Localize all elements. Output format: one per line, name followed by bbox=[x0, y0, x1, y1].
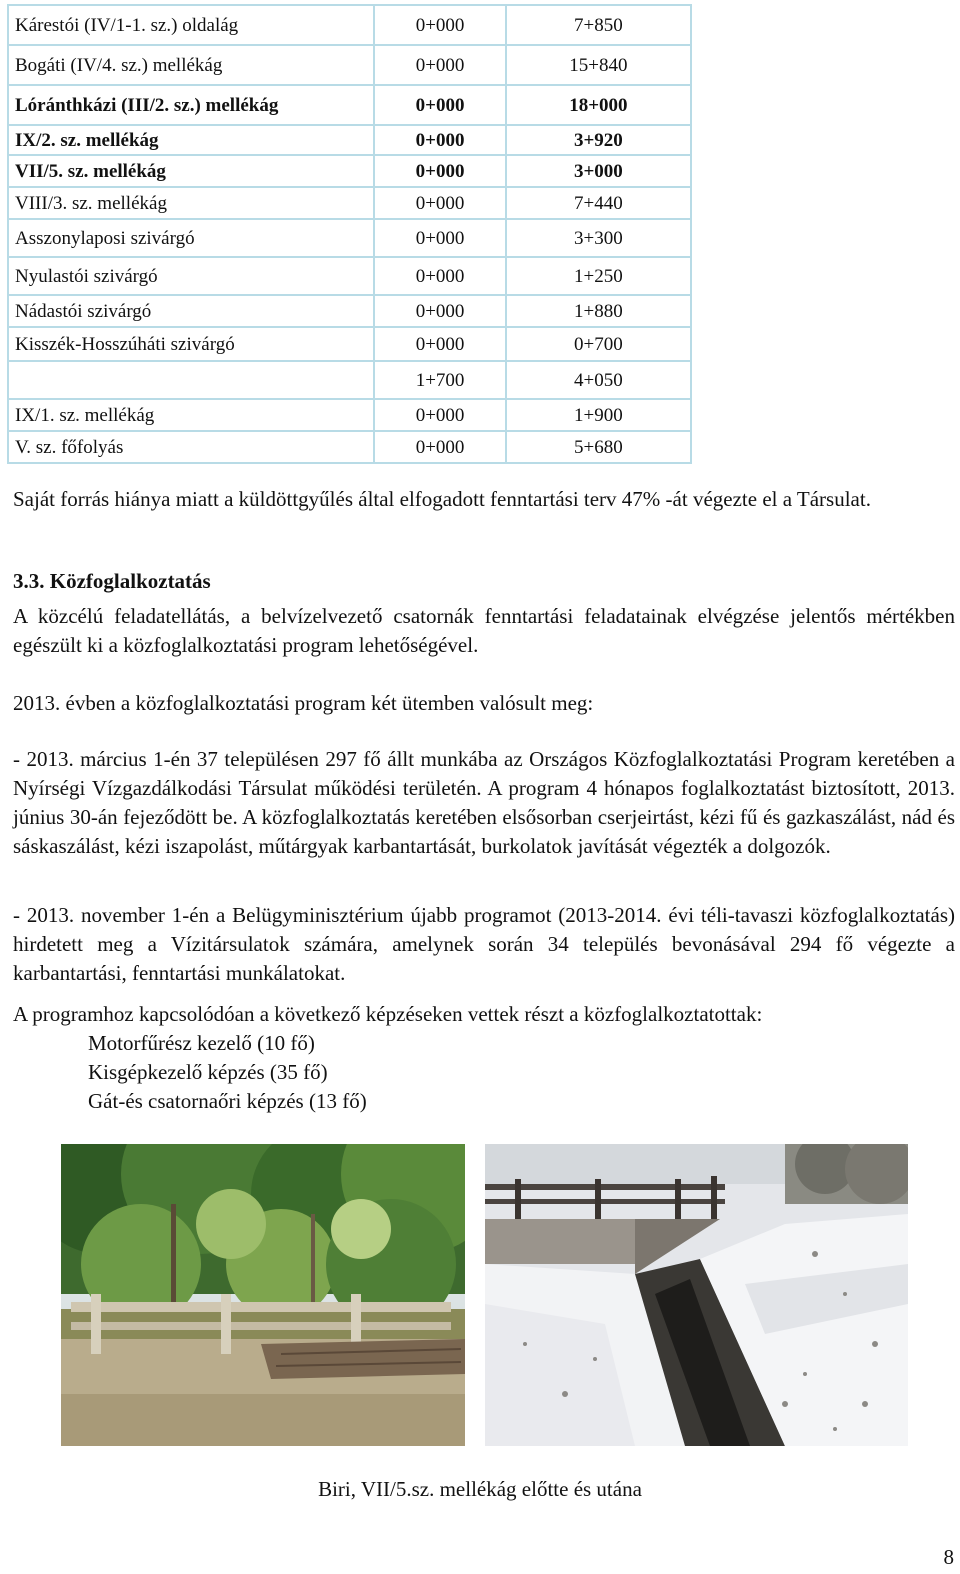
table-cell-name: Nyulastói szivárgó bbox=[8, 257, 374, 295]
table-cell-to: 7+850 bbox=[506, 5, 691, 45]
table-cell-from: 0+000 bbox=[374, 399, 505, 431]
table-cell-name: Bogáti (IV/4. sz.) mellékág bbox=[8, 45, 374, 85]
paragraph-two-phases: 2013. évben a közfoglalkoztatási program két ütemben valósult meg: bbox=[13, 691, 594, 715]
table-row bbox=[8, 399, 691, 431]
photo-before bbox=[61, 1144, 465, 1446]
table-cell-from: 0+000 bbox=[374, 219, 505, 257]
table-cell-name: Kisszék-Hosszúháti szivárgó bbox=[8, 327, 374, 361]
section-heading: 3.3. Közfoglalkoztatás bbox=[13, 569, 211, 593]
table-cell-to: 7+440 bbox=[506, 187, 691, 219]
table-cell-from: 0+000 bbox=[374, 295, 505, 327]
table-row bbox=[8, 5, 691, 45]
table-cell-name: VII/5. sz. mellékág bbox=[8, 155, 374, 187]
paragraph-own-resources: Saját forrás hiánya miatt a küldöttgyűlés által elfogadott fenntartási terv 47% -át végezte el a Társulat. bbox=[13, 487, 871, 511]
page-number: 8 bbox=[943, 1545, 954, 1569]
table-cell-to: 3+000 bbox=[506, 155, 691, 187]
table-cell-to: 18+000 bbox=[506, 85, 691, 125]
table-cell-name: Lóránthkázi (III/2. sz.) mellékág bbox=[8, 85, 374, 125]
table-cell-name: Asszonylaposi szivárgó bbox=[8, 219, 374, 257]
table-cell-to: 1+900 bbox=[506, 399, 691, 431]
training-item: Kisgépkezelő képzés (35 fő) bbox=[88, 1060, 328, 1084]
training-item: Gát-és csatornaőri képzés (13 fő) bbox=[88, 1089, 367, 1113]
table-row bbox=[8, 257, 691, 295]
table-cell-name: IX/2. sz. mellékág bbox=[8, 125, 374, 155]
training-item: Motorfűrész kezelő (10 fő) bbox=[88, 1031, 315, 1055]
table-cell-name: Kárestói (IV/1-1. sz.) oldalág bbox=[8, 5, 374, 45]
table-cell-from: 0+000 bbox=[374, 187, 505, 219]
table-cell-from: 1+700 bbox=[374, 361, 505, 399]
paragraph-march: - 2013. március 1-én 37 településen 297 fő állt munkába az Országos Közfoglalkoztatási Program keretében a Nyírségi Vízgazdálkodási Társulat működési területén. A program 4 hónapos foglalkoztatást biztosított, 2013. június 30-án fejeződött be. A közfoglalkoztatás keretében elsősorban cserjeirtást, kézi fű és gazkaszálást, nád és sáskaszálást, kézi iszapolást, műtárgyak karbantartását, burkolatok javítását végezték a dolgozók. bbox=[13, 747, 955, 858]
table-cell-from: 0+000 bbox=[374, 5, 505, 45]
table-row bbox=[8, 45, 691, 85]
table-cell-to: 3+920 bbox=[506, 125, 691, 155]
table-cell-to: 1+880 bbox=[506, 295, 691, 327]
table-cell-to: 4+050 bbox=[506, 361, 691, 399]
table-row bbox=[8, 85, 691, 125]
table-cell-to: 1+250 bbox=[506, 257, 691, 295]
table-row bbox=[8, 327, 691, 361]
table-cell-name: V. sz. főfolyás bbox=[8, 431, 374, 463]
paragraph-intro: A közcélú feladatellátás, a belvízelvezető csatornák fenntartási feladatainak elvégzése jelentős mértékben egészült ki a közfoglalkoztatási program lehetőségével. bbox=[13, 604, 955, 657]
table-cell-name bbox=[8, 361, 374, 399]
table-row bbox=[8, 125, 691, 155]
table-row bbox=[8, 361, 691, 399]
table-cell-from: 0+000 bbox=[374, 431, 505, 463]
table-row bbox=[8, 187, 691, 219]
table-cell-to: 15+840 bbox=[506, 45, 691, 85]
table-row bbox=[8, 431, 691, 463]
table-cell-name: VIII/3. sz. mellékág bbox=[8, 187, 374, 219]
table-cell-from: 0+000 bbox=[374, 155, 505, 187]
table-cell-from: 0+000 bbox=[374, 327, 505, 361]
table-cell-from: 0+000 bbox=[374, 257, 505, 295]
table-cell-name: Nádastói szivárgó bbox=[8, 295, 374, 327]
table-cell-from: 0+000 bbox=[374, 125, 505, 155]
table-row bbox=[8, 295, 691, 327]
table-row bbox=[8, 219, 691, 257]
table-cell-to: 3+300 bbox=[506, 219, 691, 257]
table-cell-name: IX/1. sz. mellékág bbox=[8, 399, 374, 431]
table-cell-to: 5+680 bbox=[506, 431, 691, 463]
table-cell-from: 0+000 bbox=[374, 45, 505, 85]
photo-after bbox=[485, 1144, 908, 1446]
paragraph-november: - 2013. november 1-én a Belügyminisztérium újabb programot (2013-2014. évi téli-tavaszi közfoglalkoztatás) hirdetett meg a Vízitársulatok számára, amelynek során 34 település bevonásával 294 fő végezte a karbantartási, fenntartási munkálatokat. bbox=[13, 903, 955, 985]
photo-caption: Biri, VII/5.sz. mellékág előtte és utána bbox=[318, 1477, 642, 1501]
table-cell-from: 0+000 bbox=[374, 85, 505, 125]
table-row bbox=[8, 155, 691, 187]
paragraph-trainings: A programhoz kapcsolódóan a következő képzéseken vettek részt a közfoglalkoztatottak: bbox=[13, 1002, 763, 1026]
table-cell-to: 0+700 bbox=[506, 327, 691, 361]
section-table bbox=[7, 4, 692, 464]
